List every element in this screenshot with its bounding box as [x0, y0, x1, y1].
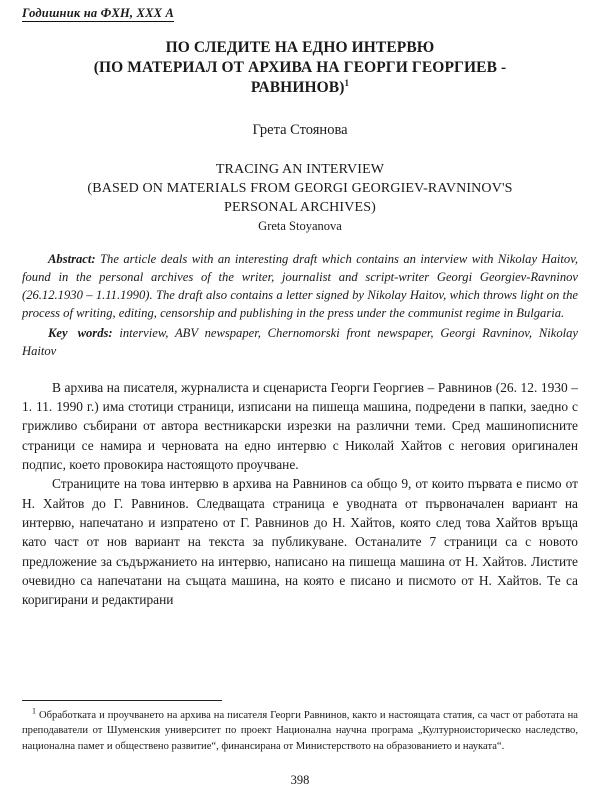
footnote-text: Обработката и проучването на архива на писателя Георги Равнинов, както и настоящата статия, са част от работата на преподаватели от Шуменския университет по проект Национална научна програма „Културноисторическо наследство, национална памет и обществено развитие“, финансирана от Министерството на образованието и науката“.	[22, 709, 578, 752]
running-head: Годишник на ФХН, XXX А	[22, 7, 174, 22]
title-line-3	[22, 78, 578, 98]
title-line-3-text: РАВНИНОВ)	[250, 78, 345, 96]
footnote-zone	[22, 700, 578, 754]
footnote-separator-rule	[22, 700, 222, 701]
page-number: 398	[290, 773, 310, 787]
footnote-marker: 1	[32, 706, 36, 716]
title-en-line-1: TRACING AN INTERVIEW	[215, 162, 385, 177]
title-en-line-2: (BASED ON MATERIALS FROM GEORGI GEORGIEV-RAVNINOV'S	[87, 180, 513, 196]
author-name-bulgarian: Грета Стоянова	[252, 121, 348, 138]
body-paragraph-1: В архива на писателя, журналиста и сценариста Георги Георгиев – Равнинов (26. 12. 1930 – 1. 11. 1990 г.) има стотици страници, изписани на пишеща машина, подредени в папки, заедно с грижливо събирани от автора вестникарски изрезки на различни теми. Сред машинописните страници се намира и черновата на едно интервю с Николай Хайтов с неговия оригинален подпис, което провокира настоящото проучване.	[22, 379, 578, 472]
keywords-text: interview, ABV newspaper, Chernomorski front newspaper, Georgi Ravninov, Nikolay Haitov	[22, 325, 578, 358]
title-footnote-marker: 1	[344, 77, 350, 88]
abstract-label: Abstract:	[48, 252, 96, 267]
abstract-text: The article deals with an interesting draft which contains an interview with Nikolay Haitov, found in the personal archives of the writer, journalist and script-writer Georgi Georgiev-Ravninov (26.12.1930 – 1.11.1990). The draft also contains a letter signed by Nikolay Haitov, which throws light on the process of writing, editing, censorship and publishing in the press under the communist regime in Bulgaria.	[22, 252, 578, 320]
page-title-english	[22, 161, 578, 217]
footnote-1	[22, 708, 578, 754]
page-title	[22, 38, 578, 97]
keywords-paragraph	[22, 325, 578, 361]
title-line-2: (ПО МАТЕРИАЛ ОТ АРХИВА НА ГЕОРГИ ГЕОРГИЕВ -	[93, 58, 507, 76]
author-name-english: Greta Stoyanova	[258, 219, 342, 234]
keywords-label-words: words:	[77, 325, 113, 340]
keywords-label-key: Key	[48, 325, 68, 340]
abstract-paragraph	[22, 251, 578, 323]
title-en-line-3: PERSONAL ARCHIVES)	[224, 199, 376, 215]
title-line-1: ПО СЛЕДИТЕ НА ЕДНО ИНТЕРВЮ	[165, 39, 435, 57]
body-paragraph-2: Страниците на това интервю в архива на Равнинов са общо 9, от които първата е писмо от Н. Хайтов до Г. Равнинов. Следващата страница е уводната от първоначален вариант на интервю, напечатано и изпратено от Г. Равнинов до Н. Хайтов, която след това Хайтов връща като част от нов вариант на текста за публикуване. Останалите 7 страници са с новото предложение за съдържанието на интервю, написано на пишеща машина от Н. Хайтов. Листите очевидно са напечатани на същата машина, на която е писано и писмото от Н. Хайтов. Те са коригирани и редактирани	[22, 476, 578, 608]
